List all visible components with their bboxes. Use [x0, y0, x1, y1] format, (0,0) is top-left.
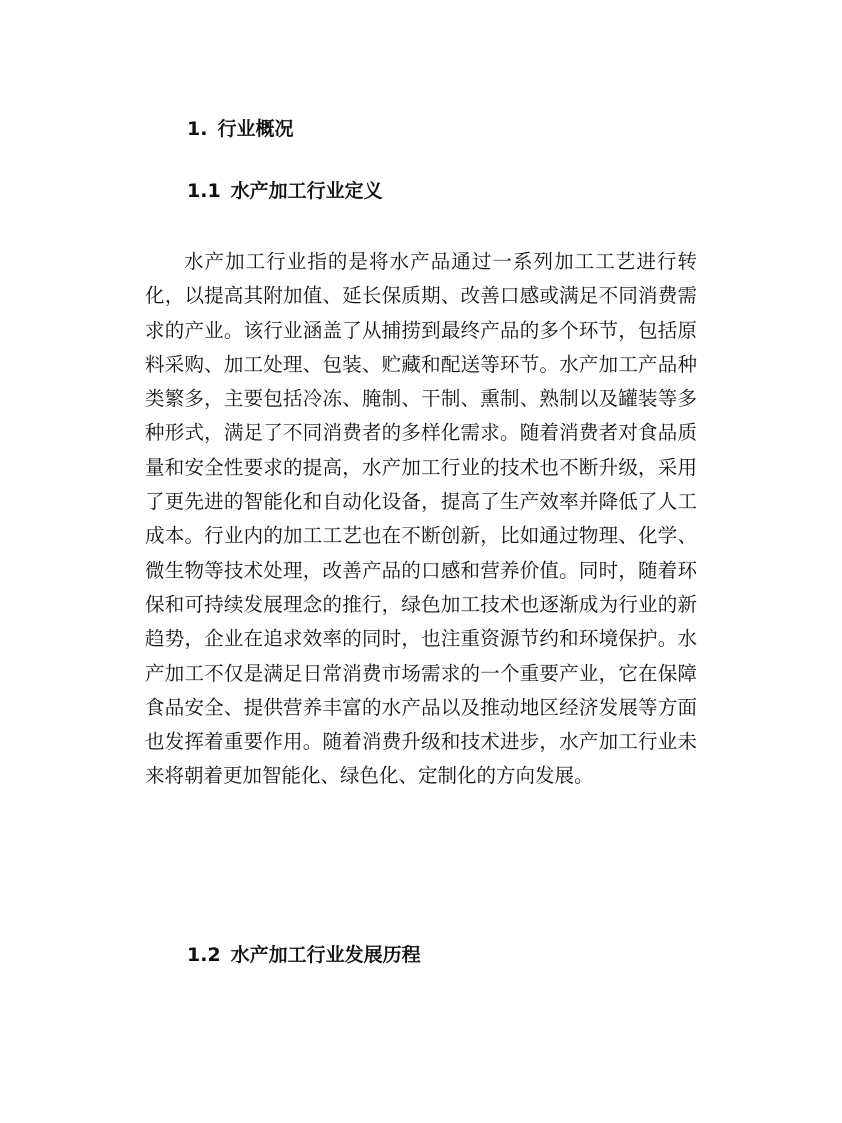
section-title: 行业概况 — [217, 118, 294, 140]
section-heading-1 — [187, 116, 293, 142]
section-title: 水产加工行业发展历程 — [230, 944, 421, 966]
section-heading-1-1 — [187, 178, 383, 204]
section-title: 水产加工行业定义 — [230, 180, 383, 202]
section-heading-1-2 — [187, 942, 421, 968]
section-number: 1.2 — [187, 944, 221, 966]
section-number: 1.1 — [187, 180, 221, 202]
body-paragraph-definition: 水产加工行业指的是将水产品通过一系列加工工艺进行转化，以提高其附加值、延长保质期、改善口感或满足不同消费需求的产业。该行业涵盖了从捕捞到最终产品的多个环节，包括原料采购、加工处理、包装、贮藏和配送等环节。水产加工产品种类繁多，主要包括冷冻、腌制、干制、熏制、熟制以及罐装等多种形式，满足了不同消费者的多样化需求。随着消费者对食品质量和安全性要求的提高，水产加工行业的技术也不断升级，采用了更先进的智能化和自动化设备，提高了生产效率并降低了人工成本。行业内的加工工艺也在不断创新，比如通过物理、化学、微生物等技术处理，改善产品的口感和营养价值。同时，随着环保和可持续发展理念的推行，绿色加工技术也逐渐成为行业的新趋势，企业在追求效率的同时，也注重资源节约和环境保护。水产加工不仅是满足日常消费市场需求的一个重要产业，它在保障食品安全、提供营养丰富的水产品以及推动地区经济发展等方面也发挥着重要作用。随着消费升级和技术进步，水产加工行业未来将朝着更加智能化、绿色化、定制化的方向发展。 — [145, 250, 697, 788]
section-number: 1. — [187, 118, 208, 140]
